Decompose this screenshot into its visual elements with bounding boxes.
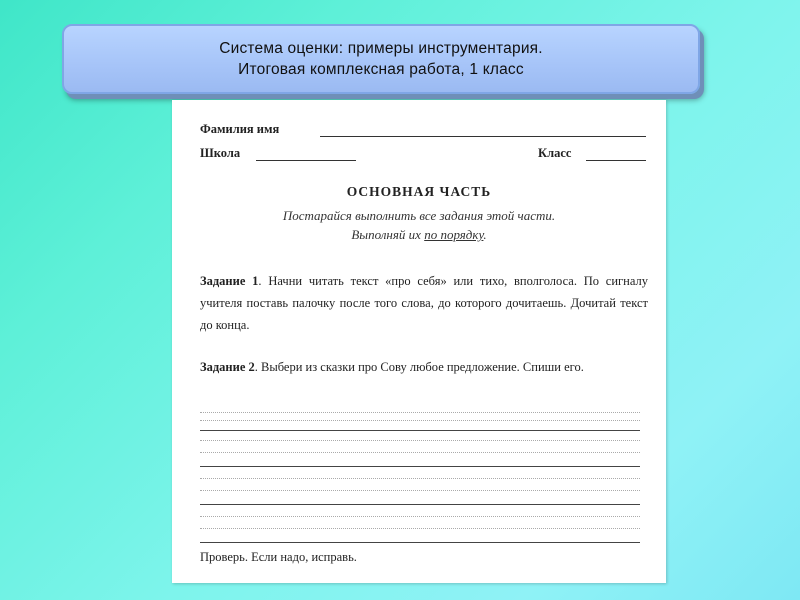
instruction-underlined: по порядку xyxy=(424,227,484,242)
school-field-label: Школа xyxy=(200,146,241,160)
class-field-label: Класс xyxy=(538,146,572,160)
writing-line-guide xyxy=(200,528,640,529)
name-field-label: Фамилия имя xyxy=(200,122,280,136)
writing-line-guide xyxy=(200,516,640,517)
check-note: Проверь. Если надо, исправь. xyxy=(200,550,357,564)
section-heading: ОСНОВНАЯ ЧАСТЬ xyxy=(346,184,492,199)
writing-line-guide xyxy=(200,490,640,491)
writing-line-guide xyxy=(200,452,640,453)
writing-line-guide xyxy=(200,478,640,479)
task-1 xyxy=(200,270,648,336)
instruction-line-1: Постарайся выполнить все задания этой части. xyxy=(282,208,556,223)
task-2-label: Задание 2 xyxy=(200,360,255,374)
worksheet-page xyxy=(172,100,666,583)
name-field-line xyxy=(320,136,646,137)
writing-line xyxy=(200,466,640,467)
writing-line-guide xyxy=(200,440,640,441)
slide-title-line-1: Система оценки: примеры инструментария. xyxy=(219,40,543,57)
task-2-text: . Выбери из сказки про Сову любое предложение. Спиши его. xyxy=(254,360,584,374)
instruction-text xyxy=(172,206,666,244)
task-2 xyxy=(200,356,648,378)
school-field xyxy=(200,146,240,161)
instruction-line-2: Выполняй их по порядку. xyxy=(351,227,487,242)
task-1-label: Задание 1 xyxy=(200,274,259,288)
class-field xyxy=(538,146,571,161)
writing-line xyxy=(200,542,640,543)
writing-line xyxy=(200,430,640,431)
name-field xyxy=(200,122,279,137)
writing-line xyxy=(200,504,640,505)
slide-title-banner xyxy=(62,24,700,94)
school-field-line xyxy=(256,160,356,161)
writing-line-guide xyxy=(200,420,640,421)
task-1-text: . Начни читать текст «про себя» или тихо, вполголоса. По сигналу учителя поставь палочку после того слова, до которого дочитаешь. Дочитай текст до конца. xyxy=(200,274,649,332)
slide-title-line-2: Итоговая комплексная работа, 1 класс xyxy=(238,61,524,78)
writing-line-guide xyxy=(200,412,640,413)
class-field-line xyxy=(586,160,646,161)
